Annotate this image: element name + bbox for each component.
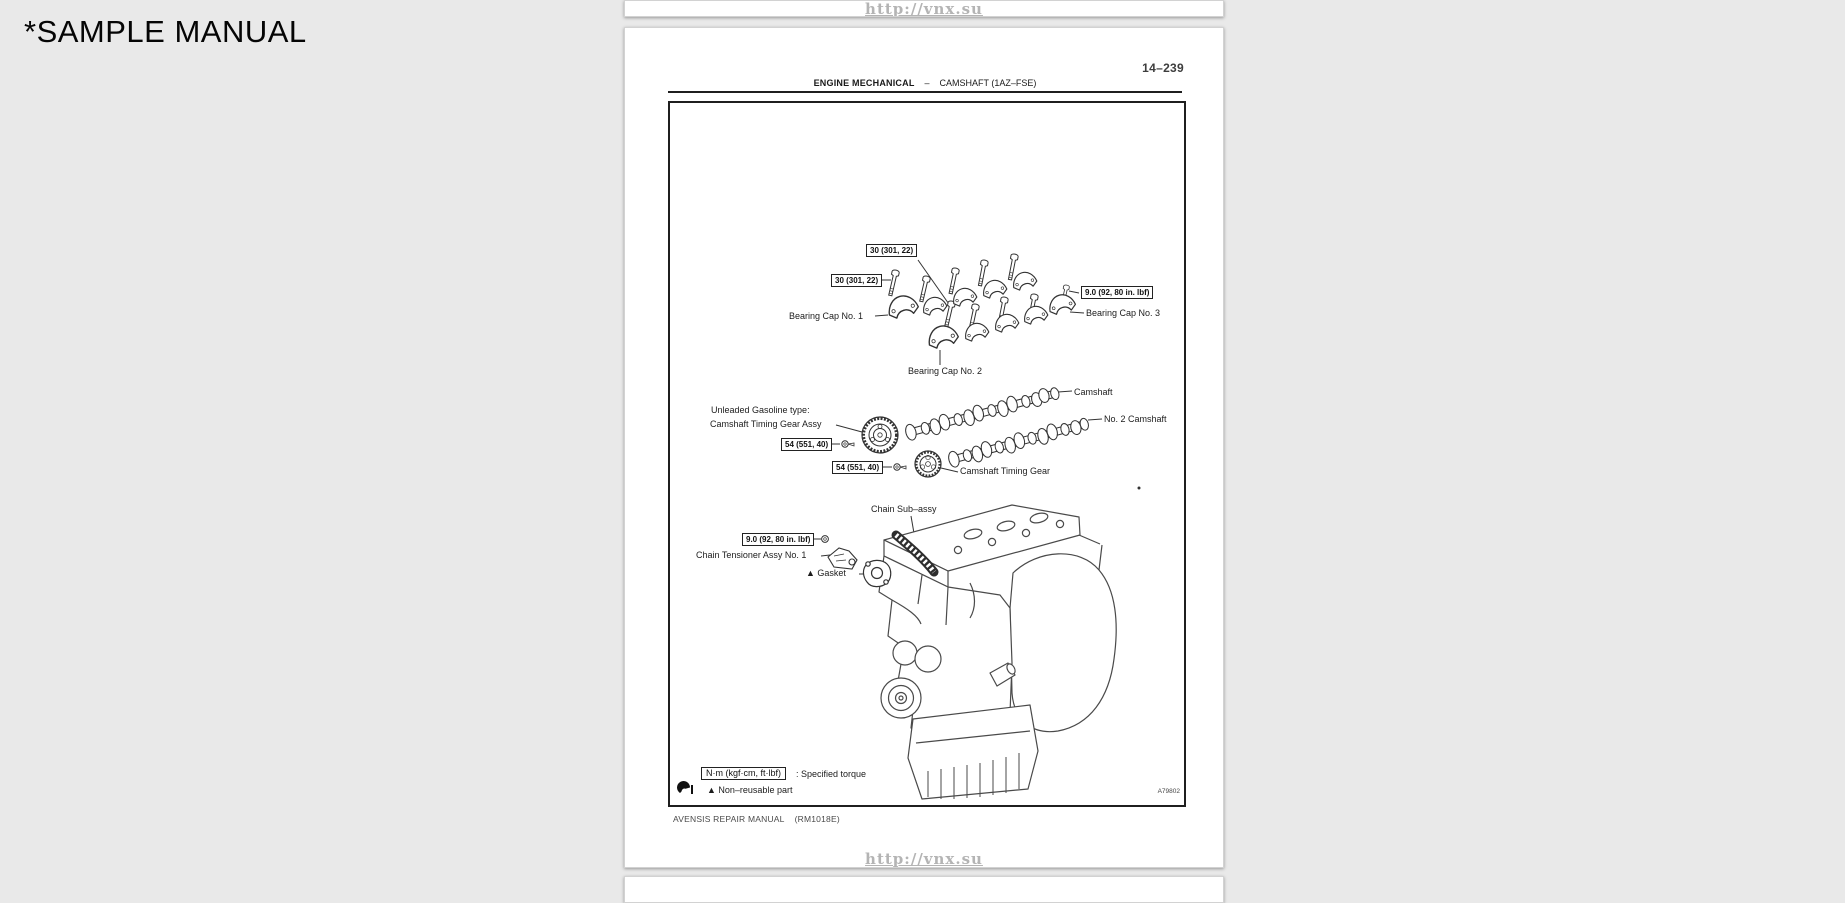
- torque-label: 30 (301, 22): [831, 274, 882, 287]
- site-watermark: http://vnx.su: [865, 850, 983, 868]
- print-dot: [1138, 487, 1141, 490]
- part-label-chain-tensioner: Chain Tensioner Assy No. 1: [696, 550, 807, 560]
- page-footer: [673, 814, 840, 824]
- gasket-drawing: [863, 560, 890, 586]
- sample-manual-watermark: *SAMPLE MANUAL: [24, 14, 307, 49]
- torque-label: 54 (551, 40): [832, 461, 883, 474]
- part-label-camshaft: Camshaft: [1074, 387, 1113, 397]
- part-label-fuel-type: Unleaded Gasoline type:: [711, 405, 810, 415]
- page-header: [668, 78, 1182, 93]
- part-label-timing-gear: Camshaft Timing Gear: [960, 466, 1051, 476]
- legend-non-reusable: ▲ Non–reusable part: [707, 785, 793, 795]
- chain-tensioner-drawing: [828, 548, 857, 569]
- figure-id: A79802: [1157, 788, 1180, 795]
- site-watermark: http://vnx.su: [865, 0, 983, 17]
- part-label-no2-camshaft: No. 2 Camshaft: [1104, 414, 1167, 424]
- torque-label: 9.0 (92, 80 in. lbf): [742, 533, 814, 546]
- previous-page-sliver: [624, 0, 1224, 17]
- legend-torque-caption: : Specified torque: [796, 769, 867, 779]
- exploded-view-figure: [668, 101, 1186, 807]
- part-label-gasket: ▲ Gasket: [806, 568, 846, 578]
- set-bolt-icon: [894, 464, 906, 470]
- torque-label: 54 (551, 40): [781, 438, 832, 451]
- tensioner-bolt-icon: [822, 536, 829, 543]
- part-label-bearing-cap-1: Bearing Cap No. 1: [789, 311, 864, 321]
- page-number: 14–239: [1142, 61, 1184, 75]
- legend-torque-box: N·m (kgf·cm, ft·lbf): [701, 767, 786, 780]
- torque-label: 30 (301, 22): [866, 244, 917, 257]
- part-label-bearing-cap-2: Bearing Cap No. 2: [908, 366, 983, 376]
- next-page-sliver: [624, 876, 1224, 903]
- part-label-chain-sub-assy: Chain Sub–assy: [871, 504, 937, 514]
- manual-page: [624, 27, 1224, 868]
- part-label-timing-gear-assy: Camshaft Timing Gear Assy: [710, 419, 822, 429]
- timing-gear-drawing: [915, 451, 941, 477]
- timing-gear-assy-drawing: [862, 417, 898, 453]
- footer-manual-code: (RM1018E): [794, 814, 840, 824]
- torque-label: 9.0 (92, 80 in. lbf): [1081, 286, 1153, 299]
- footer-manual-name: AVENSIS REPAIR MANUAL: [673, 814, 785, 824]
- header-separator: –: [924, 78, 930, 88]
- printer-mark-icon: [677, 781, 693, 794]
- header-section: ENGINE MECHANICAL: [813, 78, 915, 88]
- set-bolt-icon: [842, 441, 854, 447]
- header-title: CAMSHAFT (1AZ–FSE): [939, 78, 1037, 88]
- part-label-bearing-cap-3: Bearing Cap No. 3: [1086, 308, 1161, 318]
- diagram-line-art: [670, 103, 1184, 805]
